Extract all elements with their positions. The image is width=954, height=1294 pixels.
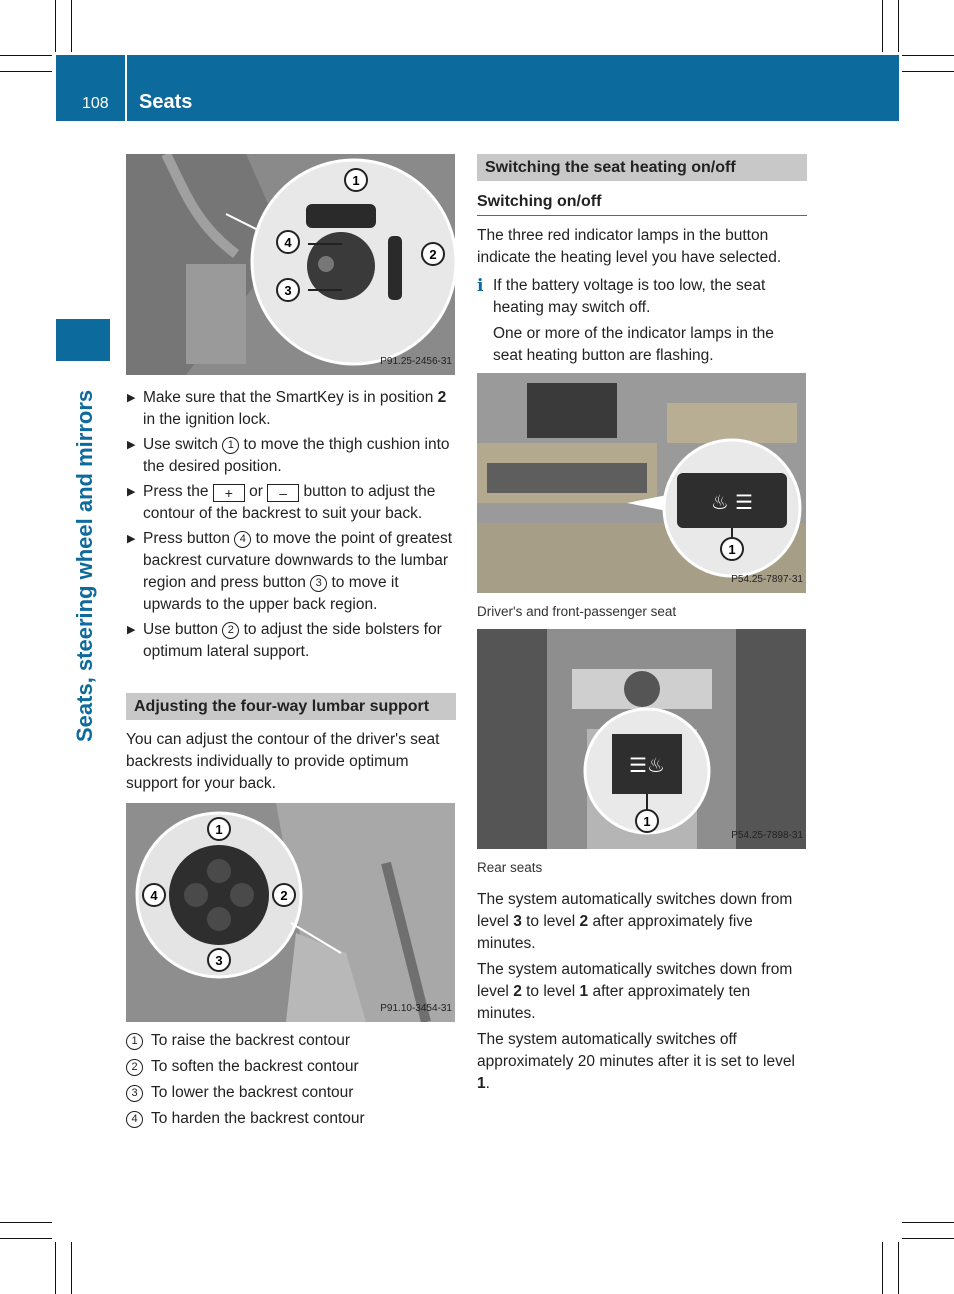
crop-mark	[902, 55, 954, 56]
legend-number: 2	[126, 1059, 143, 1076]
front-seat-heating-illustration	[477, 373, 806, 593]
side-tab	[56, 319, 110, 361]
instruction-item: ▶ Use switch 1 to move the thigh cushion into the desired position.	[127, 436, 450, 475]
legend-item: 2 To soften the backrest contour	[126, 1056, 456, 1078]
crop-mark	[55, 1242, 56, 1294]
legend-item: 1 To raise the backrest contour	[126, 1030, 456, 1052]
right-column	[477, 154, 807, 1099]
callout-1: 1	[643, 814, 651, 829]
seat-switch-illustration	[126, 154, 455, 375]
triangle-bullet-icon: ▶	[127, 439, 136, 451]
crop-mark	[902, 1222, 954, 1223]
callout-legend	[126, 1030, 456, 1130]
legend-number: 1	[126, 1033, 143, 1050]
callout-ref: 2	[222, 622, 239, 639]
info-icon: i	[477, 276, 484, 296]
left-column	[126, 154, 456, 1134]
crop-mark	[882, 1242, 883, 1294]
instruction-item: ▶ Use button 2 to adjust the side bolsters for optimum lateral support.	[127, 621, 442, 660]
callout-4: 4	[284, 235, 292, 250]
rear-seat-heating-illustration	[477, 629, 806, 849]
section-heading-lumbar: Adjusting the four-way lumbar support	[126, 693, 456, 720]
subheading-switching: Switching on/off	[477, 191, 807, 216]
section-heading-seat-heating: Switching the seat heating on/off	[477, 154, 807, 181]
legend-item: 3 To lower the backrest contour	[126, 1082, 456, 1104]
callout-4: 4	[150, 888, 158, 903]
triangle-bullet-icon: ▶	[127, 624, 136, 636]
page-number: 108	[82, 95, 109, 112]
figure-seat-switch	[126, 154, 455, 375]
minus-key-icon: –	[267, 484, 299, 502]
triangle-bullet-icon: ▶	[127, 533, 136, 545]
callout-ref: 4	[234, 531, 251, 548]
figure-id: P54.25-7897-31	[731, 574, 803, 585]
callout-1: 1	[728, 542, 736, 557]
crop-mark	[71, 0, 72, 52]
crop-mark	[898, 0, 899, 52]
figure-id: P91.25-2456-31	[380, 356, 452, 367]
paragraph: The system automatically switches down from level 3 to level 2 after approximately five minutes.	[477, 891, 793, 952]
callout-ref: 3	[310, 575, 327, 592]
figure-lumbar-switch	[126, 803, 455, 1022]
side-chapter-title: Seats, steering wheel and mirrors	[72, 389, 97, 742]
crop-mark	[0, 71, 52, 72]
crop-mark	[71, 1242, 72, 1294]
triangle-bullet-icon: ▶	[127, 486, 136, 498]
lumbar-switch-illustration	[126, 803, 455, 1022]
legend-number: 3	[126, 1085, 143, 1102]
plus-key-icon: +	[213, 484, 245, 502]
header-divider	[125, 55, 127, 121]
callout-1: 1	[215, 822, 223, 837]
instruction-item: ▶ Press button 4 to move the point of greatest backrest curvature downwards to the lumbar region and press button 3 to move it upwards to the upper back region.	[127, 530, 453, 613]
triangle-bullet-icon: ▶	[127, 392, 136, 404]
intro-text: The three red indicator lamps in the button indicate the heating level you have selected.	[477, 227, 782, 266]
svg-text:♨ ☰: ♨ ☰	[710, 490, 754, 514]
instruction-item: ▶ Press the + or – button to adjust the contour of the backrest to suit your back.	[127, 483, 436, 522]
callout-3: 3	[215, 953, 223, 968]
instruction-item: ▶ Make sure that the SmartKey is in position 2 in the ignition lock.	[127, 389, 447, 428]
paragraph: The system automatically switches down from level 2 to level 1 after approximately ten minutes.	[477, 961, 793, 1022]
crop-mark	[882, 0, 883, 52]
chapter-title: Seats	[139, 91, 193, 113]
callout-3: 3	[284, 283, 292, 298]
legend-item: 4 To harden the backrest contour	[126, 1108, 456, 1130]
crop-mark	[0, 1238, 52, 1239]
info-note: i If the battery voltage is too low, the seat heating may switch off. One or more of the indicator lamps in the seat heating button are flashing.	[477, 276, 774, 364]
figure-caption: Rear seats	[477, 860, 543, 875]
callout-1: 1	[352, 173, 360, 188]
figure-id: P54.25-7898-31	[731, 830, 803, 841]
crop-mark	[55, 0, 56, 52]
page-header	[56, 55, 899, 121]
instruction-list	[126, 387, 456, 663]
crop-mark	[0, 55, 52, 56]
figure-rear-seat-heating	[477, 629, 806, 849]
paragraph: The system automatically switches off approximately 20 minutes after it is set to level 1.	[477, 1031, 795, 1092]
lumbar-intro: You can adjust the contour of the driver's seat backrests individually to provide optimum support for your back.	[126, 731, 440, 792]
crop-mark	[0, 1222, 52, 1223]
crop-mark	[898, 1242, 899, 1294]
crop-mark	[902, 1238, 954, 1239]
legend-number: 4	[126, 1111, 143, 1128]
callout-2: 2	[429, 247, 437, 262]
figure-caption: Driver's and front-passenger seat	[477, 604, 677, 619]
figure-id: P91.10-3454-31	[380, 1003, 452, 1014]
crop-mark	[902, 71, 954, 72]
svg-text:☰♨: ☰♨	[629, 753, 665, 777]
figure-front-seat-heating	[477, 373, 806, 593]
callout-2: 2	[280, 888, 288, 903]
callout-ref: 1	[222, 437, 239, 454]
